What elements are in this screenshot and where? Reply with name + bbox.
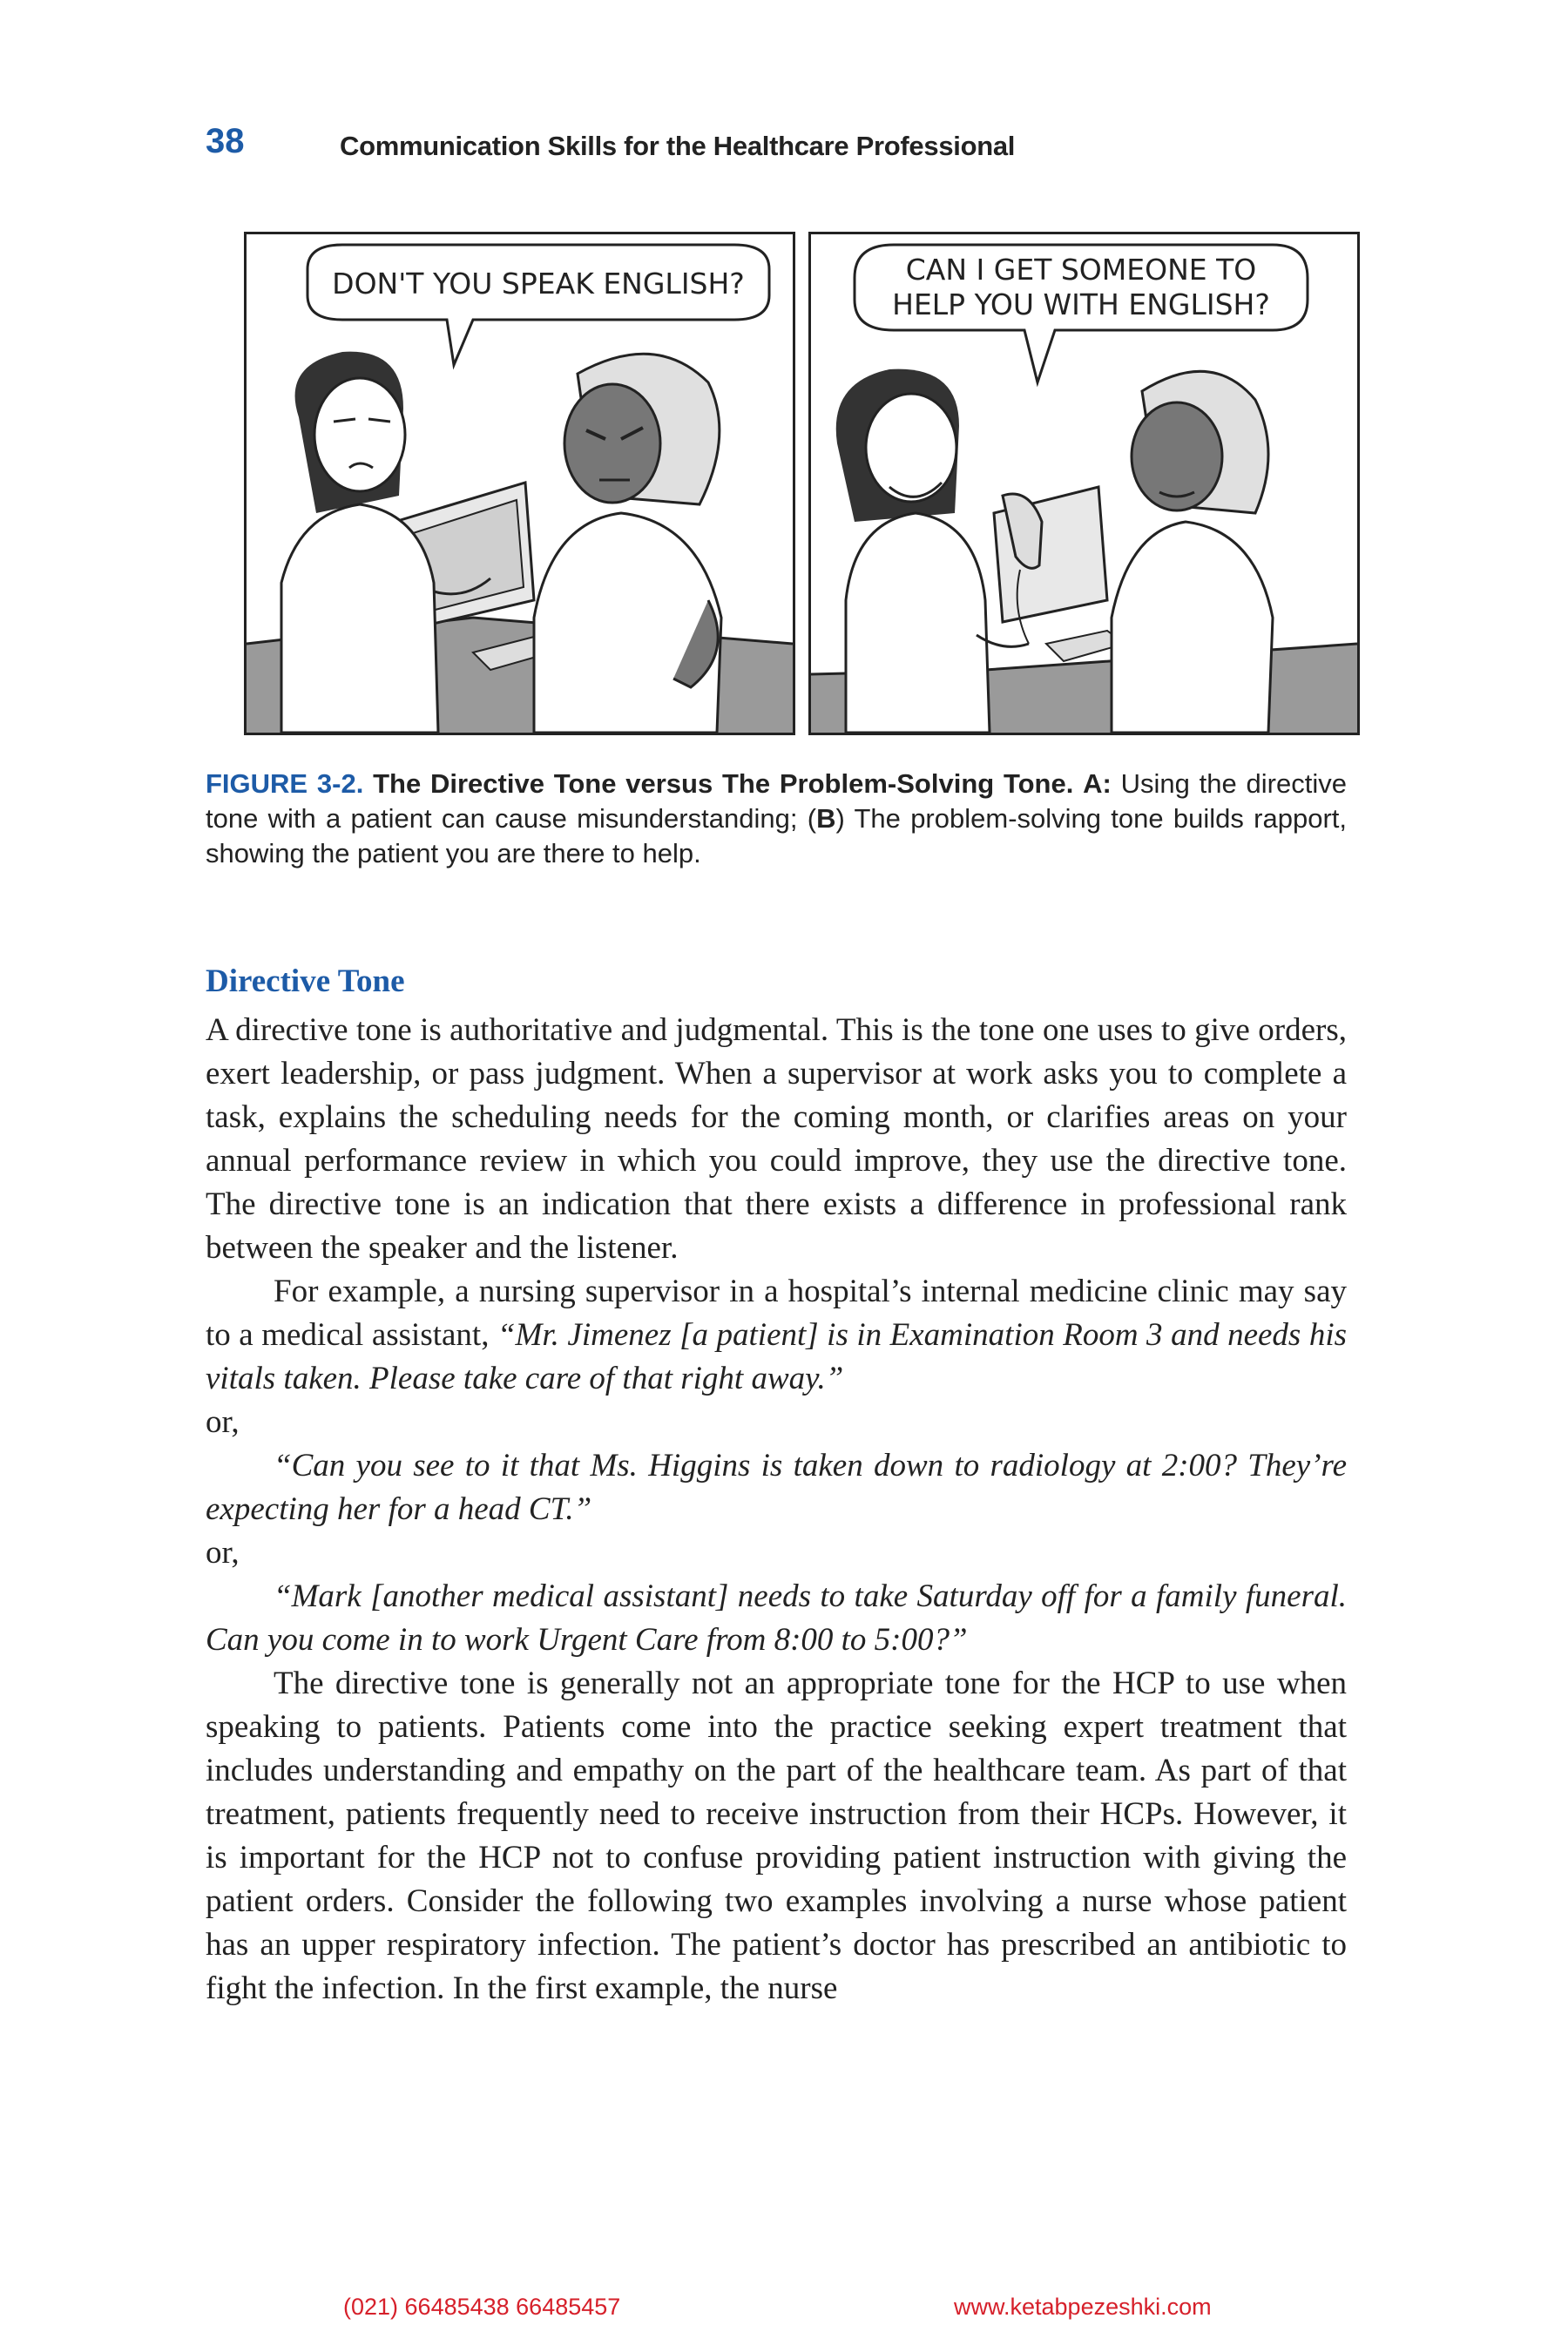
footer-phone: (021) 66485438 66485457 bbox=[343, 2294, 621, 2320]
page-number: 38 bbox=[206, 122, 245, 160]
quote-2: “Can you see to it that Ms. Higgins is taken down to radiology at 2:00? They’re expecting her for a head CT.” bbox=[206, 1448, 1347, 1527]
paragraph-2-lead: For example, a nursing supervisor in a hospital’s internal medicine clinic may say to a medical assistant, bbox=[206, 1274, 1347, 1353]
or-2: or, bbox=[206, 1535, 240, 1571]
caption-a-text: Using the directive tone with a patient can cause misunderstanding; bbox=[206, 768, 1347, 834]
cartoon-panel-b-illustration bbox=[811, 234, 1357, 733]
footer-website[interactable]: www.ketabpezeshki.com bbox=[954, 2294, 1212, 2320]
panel-b-speech-line-2: HELP YOU WITH ENGLISH? bbox=[892, 287, 1270, 321]
panel-a-speech-text: DON'T YOU SPEAK ENGLISH? bbox=[332, 267, 745, 301]
body-text bbox=[206, 1009, 1347, 2011]
caption-a-label: A: bbox=[1083, 768, 1112, 799]
section-heading: Directive Tone bbox=[206, 963, 405, 999]
paragraph-1: A directive tone is authoritative and judgmental. This is the tone one uses to give orders, exert leadership, or pass judgment. When a supervisor at work asks you to complete a task, explains the scheduling needs for the coming month, or clarifies areas on your annual performance review in which you could improve, they use the directive tone. The directive tone is an indication that there exists a difference in professional rank between the speaker and the listener. bbox=[206, 1012, 1347, 1266]
panel-b-speech-line-1: CAN I GET SOMEONE TO bbox=[905, 253, 1257, 287]
caption-b-label: B bbox=[816, 803, 836, 834]
paragraph-3: The directive tone is generally not an appropriate tone for the HCP to use when speaking to patients. Patients come into the practice seeking expert treatment that includes understanding and empathy on the part of the healthcare team. As part of that treatment, patients frequently need to receive instruction from their HCPs. However, it is important for the HCP not to confuse providing patient instruction with giving the patient orders. Consider the following two examples involving a nurse whose patient has an upper respiratory infection. The patient’s doctor has prescribed an antibiotic to fight the infection. In the first example, the nurse bbox=[206, 1666, 1347, 2006]
paragraph-2-quote: “Mr. Jimenez [a patient] is in Examination Room 3 and needs his vitals taken. Please take care of that right away.” bbox=[206, 1317, 1347, 1396]
figure-caption: FIGURE 3-2. The Directive Tone versus The Problem-Solving Tone. A: Using the directive tone with a patient can cause misunderstanding; (B) The problem-solving tone builds rapport, showing the patient you are there to help. bbox=[206, 768, 1347, 868]
paragraph-2 bbox=[206, 1270, 1347, 1401]
or-1: or, bbox=[206, 1404, 240, 1440]
figure-panel-b bbox=[808, 232, 1360, 735]
cartoon-panel-a-illustration bbox=[247, 234, 793, 733]
figure-panel-a bbox=[244, 232, 795, 735]
figure-label: FIGURE 3-2. bbox=[206, 768, 364, 799]
figure-title: The Directive Tone versus The Problem-Solving Tone. bbox=[373, 768, 1074, 799]
running-title: Communication Skills for the Healthcare Professional bbox=[340, 131, 1016, 161]
caption-b-text: The problem-solving tone builds rapport, showing the patient you are there to help. bbox=[206, 803, 1347, 868]
quote-3: “Mark [another medical assistant] needs to take Saturday off for a family funeral. Can you come in to work Urgent Care from 8:00 to 5:00?” bbox=[206, 1578, 1347, 1658]
